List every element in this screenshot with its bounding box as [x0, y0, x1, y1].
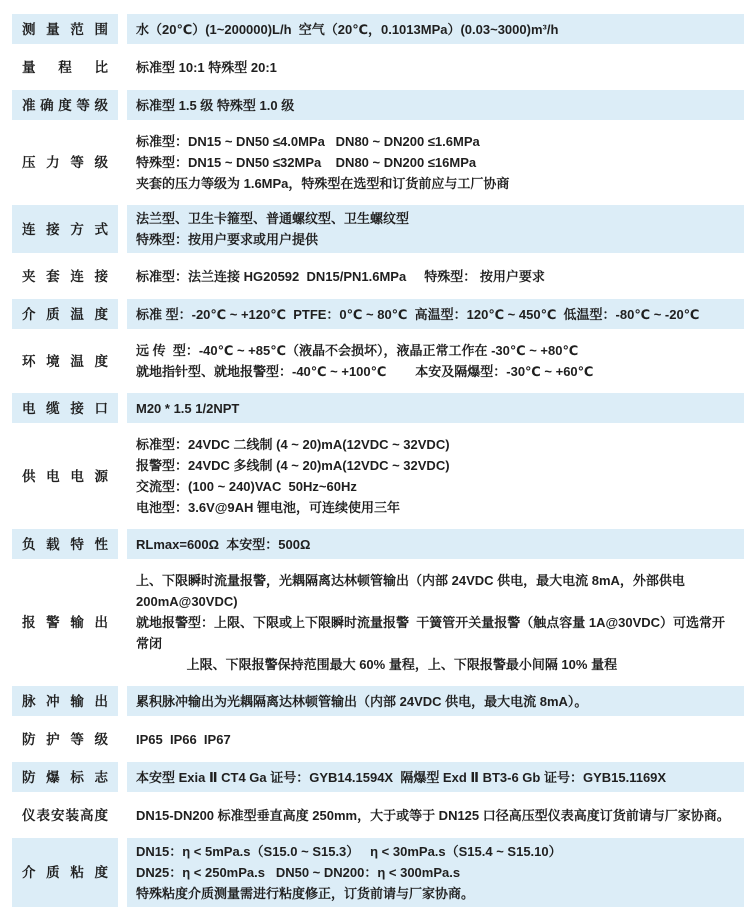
- row-value-line: 夹套的压力等级为 1.6MPa，特殊型在选型和订货前应与工厂协商: [136, 176, 510, 191]
- row-label: 脉冲输出: [22, 693, 108, 709]
- row-label: 电缆接口: [22, 400, 108, 416]
- row-value-line: 特殊粘度介质测量需进行粘度修正，订货前请与厂家协商。: [136, 886, 475, 901]
- table-row: [12, 337, 744, 385]
- row-value-cell: [127, 431, 744, 521]
- row-label: 夹套连接: [22, 268, 108, 284]
- row-value-cell: [127, 762, 744, 792]
- row-value-line: RLmax=600Ω 本安型：500Ω: [136, 536, 311, 552]
- row-label: 仪表安装高度: [22, 807, 108, 823]
- row-label-cell: [12, 90, 118, 120]
- row-label: 量程比: [22, 59, 108, 75]
- row-label-cell: [12, 337, 118, 385]
- table-row: [12, 686, 744, 716]
- row-value-cell: [127, 838, 744, 907]
- table-row: [12, 762, 744, 792]
- row-label-cell: [12, 52, 118, 82]
- row-value-cell: [127, 393, 744, 423]
- table-row: [12, 800, 744, 830]
- row-value-line: 特殊型：DN15 ~ DN50 ≤32MPa DN80 ~ DN200 ≤16MPa: [136, 155, 477, 170]
- row-label-cell: [12, 393, 118, 423]
- table-row: [12, 567, 744, 678]
- row-value-line: DN15：η < 5mPa.s（S15.0 ~ S15.3） η < 30mPa.s（S15.4 ~ S15.10）: [136, 844, 562, 859]
- table-row: [12, 128, 744, 197]
- table-row: [12, 529, 744, 559]
- row-label-cell: [12, 299, 118, 329]
- row-label-cell: [12, 14, 118, 44]
- row-value-cell: [127, 14, 744, 44]
- row-value-line: 本安型 Exia Ⅱ CT4 Ga 证号：GYB14.1594X 隔爆型 Exd Ⅱ BT3-6 Gb 证号：GYB15.1169X: [136, 769, 667, 785]
- row-value-line: 就地指针型、就地报警型：-40℃ ~ +100℃ 本安及隔爆型：-30℃ ~ +60℃: [136, 364, 594, 379]
- row-label: 介质温度: [22, 306, 108, 322]
- row-label-cell: [12, 762, 118, 792]
- row-label: 负载特性: [22, 536, 108, 552]
- row-value-line: 特殊型：按用户要求或用户提供: [136, 232, 319, 247]
- row-value-line: DN25：η < 250mPa.s DN50 ~ DN200：η < 300mPa.s: [136, 865, 461, 880]
- table-row: [12, 52, 744, 82]
- row-value-line: IP65 IP66 IP67: [136, 731, 231, 747]
- row-value-line: 法兰型、卫生卡箍型、普通螺纹型、卫生螺纹型: [136, 211, 410, 226]
- row-label-cell: [12, 800, 118, 830]
- table-row: [12, 431, 744, 521]
- row-value-line: 电池型：3.6V@9AH 锂电池，可连续使用三年: [136, 500, 401, 515]
- row-value-line: 标准型 10:1 特殊型 20:1: [136, 59, 277, 75]
- row-label-cell: [12, 686, 118, 716]
- row-value-cell: [127, 567, 744, 678]
- row-label-cell: [12, 128, 118, 197]
- row-label: 防爆标志: [22, 769, 108, 785]
- row-value-line: 累积脉冲输出为光耦隔离达林顿管输出（内部 24VDC 供电，最大电流 8mA）。: [136, 693, 588, 709]
- row-value-line: 标准型：DN15 ~ DN50 ≤4.0MPa DN80 ~ DN200 ≤1.6MPa: [136, 134, 480, 149]
- row-label-cell: [12, 431, 118, 521]
- row-value-line: 水（20℃）(1~200000)L/h 空气（20℃，0.1013MPa）(0.03~3000)m³/h: [136, 21, 559, 37]
- row-value-line: 报警型：24VDC 多线制 (4 ~ 20)mA(12VDC ~ 32VDC): [136, 458, 450, 473]
- table-row: [12, 205, 744, 253]
- row-label: 防护等级: [22, 731, 108, 747]
- row-value-cell: [127, 52, 744, 82]
- row-label: 压力等级: [22, 155, 108, 170]
- row-value-line: 标准型：法兰连接 HG20592 DN15/PN1.6MPa 特殊型： 按用户要求: [136, 268, 545, 284]
- row-value-line: 上、下限瞬时流量报警，光耦隔离达林顿管输出（内部 24VDC 供电，最大电流 8mA，外部供电 200mA@30VDC): [136, 573, 689, 609]
- table-row: [12, 724, 744, 754]
- table-row: [12, 393, 744, 423]
- table-row: [12, 299, 744, 329]
- row-label: 介质粘度: [22, 865, 108, 880]
- row-value-cell: [127, 337, 744, 385]
- row-value-cell: [127, 205, 744, 253]
- row-label: 环境温度: [22, 353, 108, 369]
- row-label: 连接方式: [22, 221, 108, 237]
- row-value-line: 交流型：(100 ~ 240)VAC 50Hz~60Hz: [136, 479, 357, 494]
- row-label-cell: [12, 724, 118, 754]
- row-value-line: 标准型 1.5 级 特殊型 1.0 级: [136, 97, 295, 113]
- row-value-line: 标准 型：-20℃ ~ +120℃ PTFE：0℃ ~ 80℃ 高温型：120℃ ~ 450℃ 低温型：-80℃ ~ -20℃: [136, 306, 700, 322]
- row-label-cell: [12, 567, 118, 678]
- row-value-line: 标准型：24VDC 二线制 (4 ~ 20)mA(12VDC ~ 32VDC): [136, 437, 450, 452]
- row-label: 准确度等级: [22, 97, 108, 113]
- row-value-line: 就地报警型：上限、下限或上下限瞬时流量报警 干簧管开关量报警（触点容量 1A@30VDC）可选常开常闭: [136, 615, 726, 651]
- row-label-cell: [12, 205, 118, 253]
- row-value-cell: [127, 529, 744, 559]
- table-row: [12, 838, 744, 907]
- spec-table: [12, 14, 744, 907]
- row-value-cell: [127, 90, 744, 120]
- table-row: [12, 261, 744, 291]
- row-label-cell: [12, 261, 118, 291]
- row-value-line: 上限、下限报警保持范围最大 60% 量程，上、下限报警最小间隔 10% 量程: [136, 657, 618, 672]
- row-label-cell: [12, 838, 118, 907]
- row-label-cell: [12, 529, 118, 559]
- table-row: [12, 14, 744, 44]
- row-value-cell: [127, 800, 744, 830]
- row-value-line: 远 传 型：-40℃ ~ +85℃（液晶不会损坏），液晶正常工作在 -30℃ ~ +80℃: [136, 343, 579, 358]
- row-value-line: M20 * 1.5 1/2NPT: [136, 400, 240, 416]
- row-value-cell: [127, 128, 744, 197]
- row-label: 供电电源: [22, 468, 108, 484]
- table-row: [12, 90, 744, 120]
- row-label: 报警输出: [22, 615, 108, 630]
- row-value-cell: [127, 299, 744, 329]
- row-value-line: DN15-DN200 标准型垂直高度 250mm，大于或等于 DN125 口径高压型仪表高度订货前请与厂家协商。: [136, 807, 730, 823]
- row-label: 测量范围: [22, 21, 108, 37]
- row-value-cell: [127, 261, 744, 291]
- row-value-cell: [127, 724, 744, 754]
- row-value-cell: [127, 686, 744, 716]
